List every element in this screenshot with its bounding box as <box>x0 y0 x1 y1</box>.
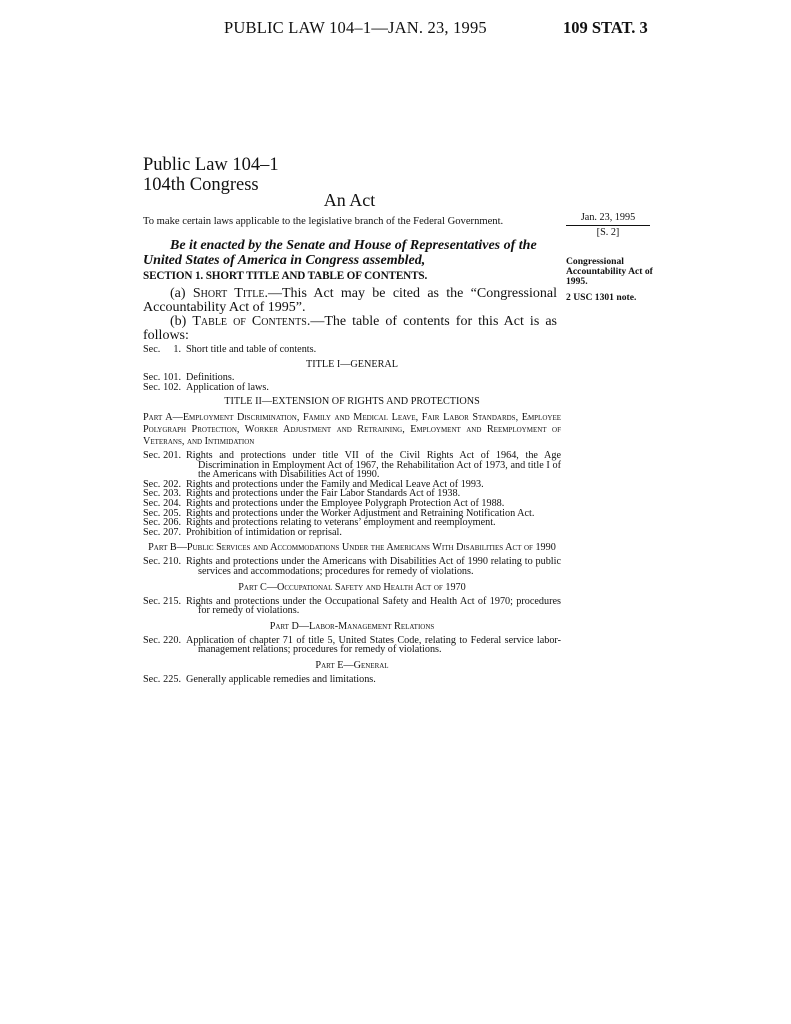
toc-title-2: TITLE II—EXTENSION OF RIGHTS AND PROTECTIONS <box>224 396 480 408</box>
toc-sec-number: 204. <box>163 497 181 509</box>
toc-sec-label: Sec. <box>143 478 161 490</box>
paragraph-table-of-contents <box>143 315 557 343</box>
toc-sec-label: Sec. <box>143 526 161 538</box>
toc-part-a: Part A—Employment Discrimination, Family and Medical Leave, Fair Labor Standards, Employee Polygraph Protection, Worker Adjustment and Retraining, Employment and Reemployment of Veterans, and Intimidation <box>143 411 561 447</box>
table-of-contents <box>143 345 561 684</box>
para-a-heading: Short Title <box>192 286 265 301</box>
toc-sec-title: Rights and protections under the Employee Polygraph Protection Act of 1988. <box>186 497 505 509</box>
toc-sec-label: Sec. <box>143 595 161 607</box>
toc-sec-title: Application of chapter 71 of title 5, United States Code, relating to Federal service labor-management relations; procedures for remedy of violations. <box>186 634 561 656</box>
toc-sec-number: 202. <box>163 478 181 490</box>
toc-sec-title: Rights and protections under the Fair Labor Standards Act of 1938. <box>186 488 461 500</box>
toc-entry <box>143 345 561 355</box>
toc-sec-number: 210. <box>163 556 181 568</box>
toc-sec-label: Sec. <box>143 507 161 519</box>
toc-sec-number: 215. <box>163 595 181 607</box>
purpose-statement: To make certain laws applicable to the legislative branch of the Federal Government. <box>143 216 504 227</box>
toc-sec-title: Rights and protections under the Americans with Disabilities Act of 1990 relating to public services and accommodations; procedures for remedy of violations. <box>186 556 561 577</box>
margin-short-title-note: Congressional Accountability Act of 1995. <box>566 256 653 287</box>
toc-sec-label: Sec. <box>143 488 161 500</box>
toc-sec-number: 220. <box>163 634 181 646</box>
toc-sec-number: 225. <box>163 673 181 685</box>
margin-usc-note: 2 USC 1301 note. <box>566 292 637 303</box>
toc-part-b: Part B—Public Services and Accommodations Under the Americans With Disabilities Act of 1990 <box>148 542 556 554</box>
section-1-heading: SECTION 1. SHORT TITLE AND TABLE OF CONTENTS. <box>143 270 428 282</box>
congress-number: 104th Congress <box>143 175 259 195</box>
para-a-label: (a) <box>170 286 193 301</box>
toc-sec-number: 205. <box>163 507 181 519</box>
toc-sec-label: Sec. <box>143 634 161 646</box>
toc-sec-title: Definitions. <box>186 372 235 384</box>
toc-part-e: Part E—General <box>315 659 389 671</box>
toc-sec-title: Short title and table of contents. <box>186 344 317 355</box>
toc-entry <box>143 557 561 576</box>
para-b-label: (b) <box>170 314 193 329</box>
toc-title-1: TITLE I—GENERAL <box>306 358 398 370</box>
toc-entry <box>143 597 561 616</box>
toc-entry <box>143 451 561 480</box>
toc-sec-label: Sec. <box>143 556 161 568</box>
toc-entry <box>143 636 561 655</box>
para-a-text: .—This Act may be cited as the “Congressional Accountability Act of 1995”. <box>143 286 557 315</box>
toc-sec-title: Prohibition of intimidation or reprisal. <box>186 526 342 538</box>
running-head-page-number: 109 STAT. 3 <box>563 18 648 37</box>
toc-sec-title: Rights and protections under the Family and Medical Leave Act of 1993. <box>186 478 484 490</box>
toc-sec-title: Generally applicable remedies and limitations. <box>186 673 376 685</box>
toc-sec-title: Rights and protections under the Worker Adjustment and Retraining Notification Act. <box>186 507 535 519</box>
act-title: An Act <box>323 190 376 210</box>
toc-sec-title: Rights and protections relating to veterans’ employment and reemployment. <box>186 517 496 529</box>
toc-sec-number: 1. <box>173 344 181 355</box>
toc-entry <box>143 528 561 538</box>
enacting-clause: Be it enacted by the Senate and House of Representatives of the United States of America in Congress assembled, <box>143 238 537 268</box>
running-head-citation: PUBLIC LAW 104–1—JAN. 23, 1995 <box>224 18 487 37</box>
toc-sec-title: Rights and protections under title VII of the Civil Rights Act of 1964, the Age Discrimination in Employment Act of 1967, the Rehabilitation Act of 1973, and title I of the Americans with Disabilities Act of 1990. <box>186 449 561 481</box>
toc-sec-number: 206. <box>163 517 181 529</box>
margin-bill-number: [S. 2] <box>596 227 620 238</box>
toc-sec-number: 207. <box>163 526 181 538</box>
toc-part-d: Part D—Labor-Management Relations <box>269 620 435 632</box>
toc-sec-label: Sec. <box>143 372 161 384</box>
para-b-heading: Table of Contents <box>192 314 307 329</box>
toc-sec-label: Sec. <box>143 517 161 529</box>
toc-sec-label: Sec. <box>143 344 161 355</box>
toc-sec-label: Sec. <box>143 497 161 509</box>
toc-sec-number: 102. <box>163 381 181 393</box>
running-head <box>0 18 791 40</box>
toc-sec-label: Sec. <box>143 673 161 685</box>
toc-sec-label: Sec. <box>143 449 161 461</box>
para-b-text: .—The table of contents for this Act is as follows: <box>143 314 557 343</box>
toc-entry <box>143 675 561 685</box>
law-heading <box>143 155 279 195</box>
toc-sec-label: Sec. <box>143 381 161 393</box>
toc-part-c: Part C—Occupational Safety and Health Act of 1970 <box>238 581 466 593</box>
toc-sec-number: 101. <box>163 372 181 384</box>
toc-sec-title: Application of laws. <box>186 381 269 393</box>
paragraph-short-title <box>143 287 557 315</box>
public-law-number: Public Law 104–1 <box>143 155 279 175</box>
toc-sec-title: Rights and protections under the Occupational Safety and Health Act of 1970; procedures for remedy of violations. <box>186 595 561 617</box>
toc-entry <box>143 383 561 393</box>
toc-sec-number: 203. <box>163 488 181 500</box>
margin-date: Jan. 23, 1995 <box>566 212 650 226</box>
toc-sec-number: 201. <box>163 449 181 461</box>
